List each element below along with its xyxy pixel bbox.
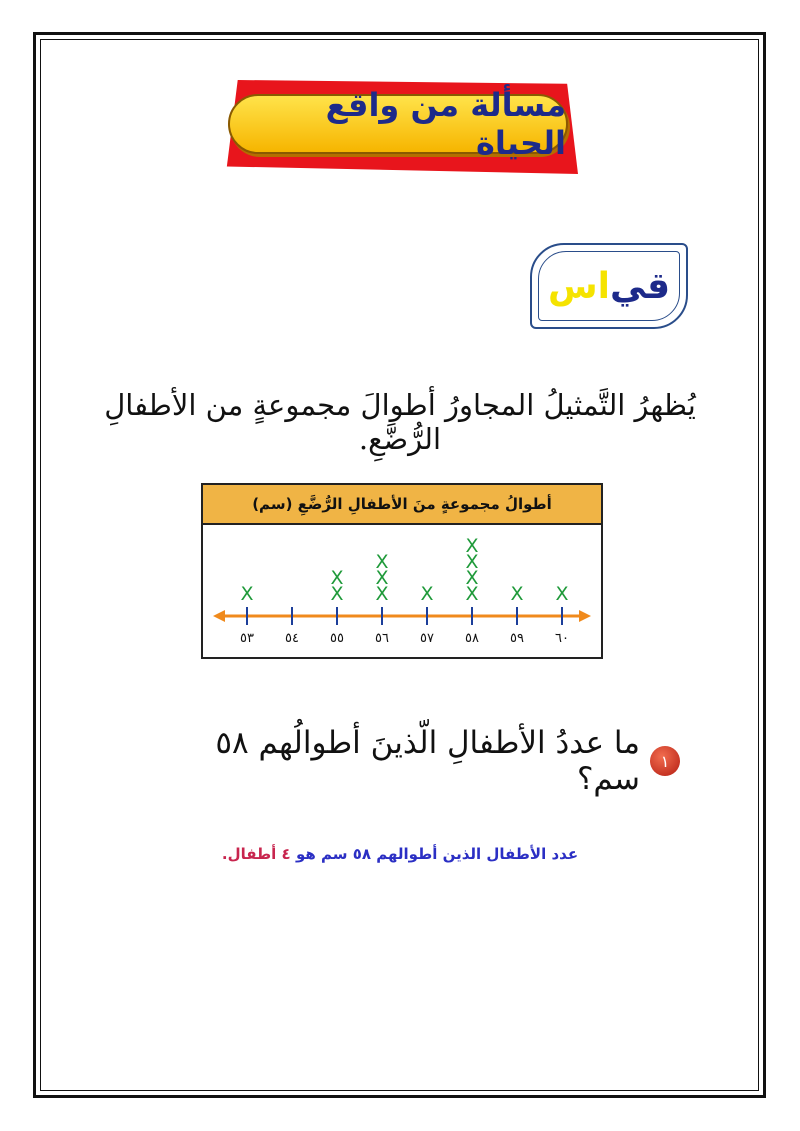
data-mark-x: X: [465, 567, 479, 589]
data-mark-x: X: [420, 583, 434, 605]
data-mark-x: X: [375, 583, 389, 605]
section-tag-part1: قي: [610, 265, 671, 307]
section-tag: [530, 243, 688, 329]
data-mark-x: X: [465, 551, 479, 573]
data-mark-x: X: [510, 583, 524, 605]
page-title: مسألة من واقع الحياة: [325, 86, 566, 162]
answer-text: عدد الأطفال الذين أطوالهم ٥٨ سم هو: [295, 845, 579, 863]
data-mark-x: X: [330, 583, 344, 605]
answer-value: ٤ أطفال.: [221, 845, 291, 863]
answer: [150, 845, 650, 863]
banner-pill: [228, 86, 568, 162]
question-number-badge: ١: [650, 746, 680, 776]
data-mark-x: X: [555, 583, 569, 605]
tick-label: ٦٠: [555, 631, 569, 646]
chart-plot: [203, 485, 601, 657]
tick-label: ٥٤: [285, 631, 299, 646]
tick-label: ٥٨: [465, 631, 479, 646]
chart-title: أطوالُ مجموعةٍ منَ الأطفالِ الرُّضَّعِ (سم): [252, 495, 552, 513]
axis-right-arrow: [579, 610, 591, 622]
axis-left-arrow: [213, 610, 225, 622]
tick-label: ٥٥: [330, 631, 344, 646]
data-mark-x: X: [465, 583, 479, 605]
tick-label: ٥٦: [375, 631, 389, 646]
title-banner: [210, 74, 582, 184]
section-tag-part2: اس: [548, 265, 611, 307]
data-mark-x: X: [240, 583, 254, 605]
data-mark-x: X: [465, 535, 479, 557]
tick-label: ٥٩: [510, 631, 524, 646]
problem-statement: يُظهرُ التَّمثيلُ المجاورُ أطوالَ مجموعةٍ من الأطفالِ الرُّضَّعِ.: [104, 388, 696, 456]
data-mark-x: X: [375, 567, 389, 589]
tick-label: ٥٧: [420, 631, 434, 646]
question: [200, 725, 680, 797]
line-plot-chart: [201, 483, 603, 659]
data-mark-x: X: [330, 567, 344, 589]
tick-label: ٥٣: [240, 631, 254, 646]
question-text: ما عددُ الأطفالِ الّذينَ أطوالُهم ٥٨ سم؟: [215, 725, 640, 797]
data-mark-x: X: [375, 551, 389, 573]
